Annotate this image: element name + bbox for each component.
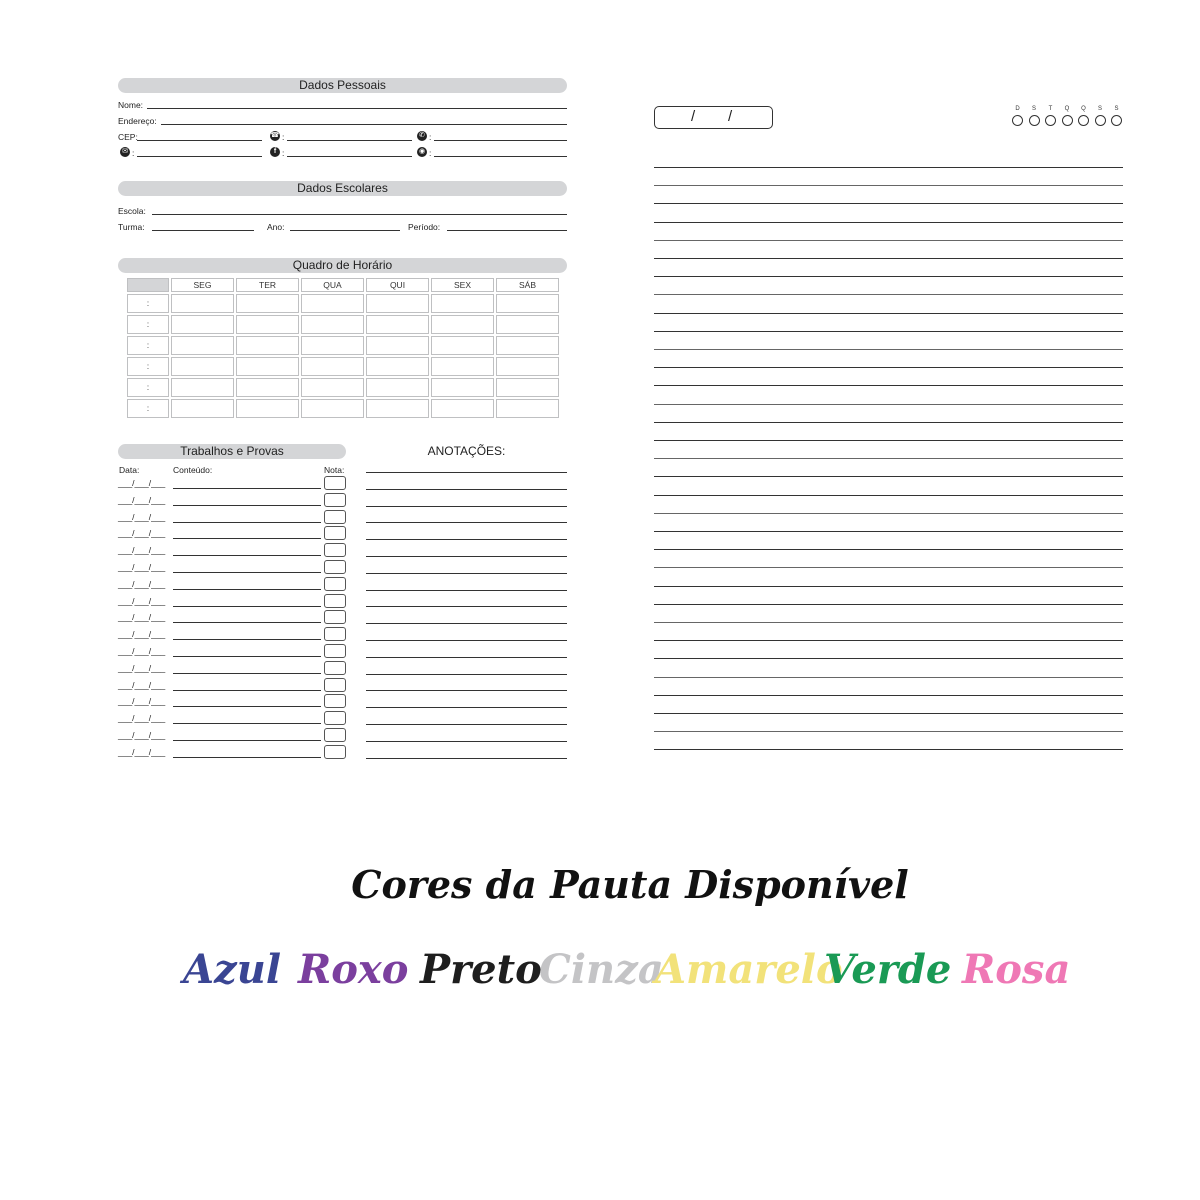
label-turma: Turma: xyxy=(118,222,145,232)
weekday-circle[interactable] xyxy=(1095,115,1106,126)
works-row-grade-box[interactable] xyxy=(324,577,346,591)
section-header-personal: Dados Pessoais xyxy=(118,78,567,93)
schedule-cell[interactable] xyxy=(366,378,429,397)
label-phone-colon: : xyxy=(282,132,285,142)
color-option-amarelo: Amarelo xyxy=(655,946,843,993)
schedule-row xyxy=(127,315,559,334)
schedule-cell[interactable] xyxy=(496,399,559,418)
section-header-schedule: Quadro de Horário xyxy=(118,258,567,273)
works-row-date[interactable]: ___/___/___ xyxy=(118,662,166,673)
works-row-grade-box[interactable] xyxy=(324,745,346,759)
schedule-cell[interactable] xyxy=(301,378,364,397)
schedule-cell[interactable] xyxy=(171,294,234,313)
ruled-line[interactable] xyxy=(654,185,1123,186)
schedule-cell[interactable] xyxy=(301,357,364,376)
weekday-circle[interactable] xyxy=(1045,115,1056,126)
works-row-content[interactable] xyxy=(173,488,321,489)
schedule-day-qui: QUI xyxy=(366,278,429,292)
works-row-grade-box[interactable] xyxy=(324,644,346,658)
works-row-grade-box[interactable] xyxy=(324,493,346,507)
ruled-line[interactable] xyxy=(654,313,1123,314)
ruled-line[interactable] xyxy=(654,604,1123,605)
works-row-date[interactable]: ___/___/___ xyxy=(118,646,166,656)
schedule-cell[interactable] xyxy=(236,357,299,376)
ruled-line[interactable] xyxy=(654,367,1123,368)
ruled-line[interactable] xyxy=(654,476,1123,477)
ruled-line[interactable] xyxy=(654,385,1123,386)
notes-line[interactable] xyxy=(366,640,567,641)
date-slash-1: / xyxy=(691,108,696,125)
works-row-content[interactable] xyxy=(173,505,321,506)
ruled-line[interactable] xyxy=(654,404,1123,405)
works-row-grade-box[interactable] xyxy=(324,610,346,624)
works-row-content[interactable] xyxy=(173,522,321,523)
works-row-content[interactable] xyxy=(173,555,321,556)
schedule-cell[interactable] xyxy=(496,294,559,313)
ruled-line[interactable] xyxy=(654,640,1123,641)
works-row-grade-box[interactable] xyxy=(324,594,346,608)
ruled-line[interactable] xyxy=(654,276,1123,277)
notes-line[interactable] xyxy=(366,657,567,658)
ruled-line[interactable] xyxy=(654,222,1123,223)
color-option-rosa: Rosa xyxy=(962,946,1071,993)
weekday-label: Q xyxy=(1081,106,1086,112)
schedule-cell[interactable] xyxy=(366,357,429,376)
weekday-circle[interactable] xyxy=(1012,115,1023,126)
color-option-verde: Verde xyxy=(824,946,952,993)
schedule-cell[interactable] xyxy=(171,378,234,397)
works-row-date[interactable]: ___/___/___ xyxy=(118,562,166,572)
label-nome: Nome: xyxy=(118,100,144,110)
works-row-grade-box[interactable] xyxy=(324,694,346,708)
works-row-grade-box[interactable] xyxy=(324,661,346,675)
schedule-cell[interactable] xyxy=(236,378,299,397)
field-phone[interactable] xyxy=(287,140,412,141)
schedule-day-sex: SEX xyxy=(431,278,494,292)
ruled-line[interactable] xyxy=(654,258,1123,259)
facebook-icon: f xyxy=(270,147,280,157)
works-row-date[interactable]: ___/___/___ xyxy=(118,629,166,640)
notes-line[interactable] xyxy=(366,590,567,591)
works-row-content[interactable] xyxy=(173,656,321,657)
schedule-cell[interactable] xyxy=(171,357,234,376)
works-row-content[interactable] xyxy=(173,538,321,539)
works-row-content[interactable] xyxy=(173,690,321,691)
label-endereco: Endereço: xyxy=(118,116,157,126)
ruled-line[interactable] xyxy=(654,458,1123,459)
schedule-cell[interactable] xyxy=(301,336,364,355)
field-endereco[interactable] xyxy=(161,124,567,125)
instagram-icon: ◉ xyxy=(418,148,426,155)
section-header-works: Trabalhos e Provas xyxy=(118,444,346,459)
notes-line[interactable] xyxy=(366,506,567,507)
ruled-line[interactable] xyxy=(654,294,1123,295)
weekday-circle[interactable] xyxy=(1029,115,1040,126)
weekday-label: T xyxy=(1048,106,1053,112)
notes-line[interactable] xyxy=(366,707,567,708)
weekday-circle[interactable] xyxy=(1111,115,1122,126)
schedule-row xyxy=(127,294,559,313)
schedule-cell[interactable] xyxy=(236,315,299,334)
notes-line[interactable] xyxy=(366,758,567,759)
works-row-content[interactable] xyxy=(173,757,321,758)
color-option-preto: Preto xyxy=(420,946,542,993)
schedule-day-ter: TER xyxy=(236,278,299,292)
schedule-cell[interactable] xyxy=(431,357,494,376)
works-col-conteudo: Conteúdo: xyxy=(173,465,213,475)
schedule-cell[interactable] xyxy=(431,315,494,334)
schedule-cell[interactable] xyxy=(366,336,429,355)
ruled-line[interactable] xyxy=(654,713,1123,714)
schedule-cell[interactable] xyxy=(171,399,234,418)
whatsapp-icon: ✆ xyxy=(417,131,427,141)
works-row-content[interactable] xyxy=(173,606,321,607)
weekday-label: S xyxy=(1031,106,1036,112)
schedule-cell[interactable] xyxy=(301,294,364,313)
schedule-cell[interactable] xyxy=(236,294,299,313)
field-nome[interactable] xyxy=(147,108,567,109)
schedule-cell[interactable] xyxy=(431,336,494,355)
works-row-content[interactable] xyxy=(173,706,321,707)
works-col-data: Data: xyxy=(119,465,140,475)
ruled-line[interactable] xyxy=(654,349,1123,350)
works-row-grade-box[interactable] xyxy=(324,543,346,557)
schedule-day-seg: SEG xyxy=(171,278,234,292)
schedule-table xyxy=(125,276,561,420)
schedule-cell[interactable] xyxy=(496,378,559,397)
works-row-content[interactable] xyxy=(173,572,321,573)
works-row-content[interactable] xyxy=(173,622,321,623)
schedule-row xyxy=(127,399,559,418)
field-instagram[interactable] xyxy=(434,156,567,157)
ruled-line[interactable] xyxy=(654,731,1123,732)
notes-line[interactable] xyxy=(366,606,567,607)
ruled-line[interactable] xyxy=(654,440,1123,441)
notes-line[interactable] xyxy=(366,472,567,473)
works-row-grade-box[interactable] xyxy=(324,711,346,725)
weekday-label: S xyxy=(1114,106,1119,112)
label-cep: CEP: xyxy=(118,132,138,142)
label-ano: Ano: xyxy=(267,222,285,232)
weekday-label: S xyxy=(1097,106,1102,112)
works-row-grade-box[interactable] xyxy=(324,728,346,742)
ruled-line[interactable] xyxy=(654,749,1123,750)
works-row-content[interactable] xyxy=(173,740,321,741)
works-row-date[interactable]: ___/___/___ xyxy=(118,511,166,522)
schedule-time-cell[interactable]: : xyxy=(127,336,169,355)
ruled-line[interactable] xyxy=(654,677,1123,678)
works-row-grade-box[interactable] xyxy=(324,560,346,574)
ruled-line[interactable] xyxy=(654,240,1123,241)
ruled-line[interactable] xyxy=(654,513,1123,514)
works-row-grade-box[interactable] xyxy=(324,627,346,641)
label-escola: Escola: xyxy=(118,206,146,216)
label-whatsapp-colon: : xyxy=(429,132,432,142)
schedule-time-cell[interactable]: : xyxy=(127,357,169,376)
schedule-time-cell[interactable]: : xyxy=(127,399,169,418)
promo-title: Cores da Pauta Disponível xyxy=(351,862,909,907)
schedule-cell[interactable] xyxy=(431,399,494,418)
works-row-date[interactable]: ___/___/___ xyxy=(118,494,166,505)
color-options xyxy=(0,945,1200,1005)
schedule-row xyxy=(127,336,559,355)
field-turma[interactable] xyxy=(152,230,254,231)
ruled-line[interactable] xyxy=(654,331,1123,332)
works-row-date[interactable]: ___/___/___ xyxy=(118,696,166,707)
label-periodo: Período: xyxy=(408,222,441,232)
works-row-grade-box[interactable] xyxy=(324,510,346,524)
schedule-time-cell[interactable]: : xyxy=(127,378,169,397)
schedule-cell[interactable] xyxy=(496,357,559,376)
schedule-cell[interactable] xyxy=(496,336,559,355)
notes-line[interactable] xyxy=(366,741,567,742)
schedule-cell[interactable] xyxy=(431,294,494,313)
ruled-line[interactable] xyxy=(654,622,1123,623)
field-ano[interactable] xyxy=(290,230,400,231)
schedule-time-cell[interactable]: : xyxy=(127,315,169,334)
notes-line[interactable] xyxy=(366,539,567,540)
schedule-row xyxy=(127,357,559,376)
ruled-line[interactable] xyxy=(654,549,1123,550)
ruled-line[interactable] xyxy=(654,495,1123,496)
section-header-school: Dados Escolares xyxy=(118,181,567,196)
field-whatsapp[interactable] xyxy=(434,140,567,141)
schedule-cell[interactable] xyxy=(236,336,299,355)
schedule-cell[interactable] xyxy=(366,315,429,334)
works-row-content[interactable] xyxy=(173,723,321,724)
label-instagram-colon: : xyxy=(429,148,432,158)
field-escola[interactable] xyxy=(152,214,567,215)
schedule-cell[interactable] xyxy=(366,294,429,313)
notes-line[interactable] xyxy=(366,522,567,523)
schedule-cell[interactable] xyxy=(171,315,234,334)
works-row-date[interactable]: ___/___/___ xyxy=(118,612,166,623)
weekday-label: D xyxy=(1015,106,1020,112)
schedule-header-row xyxy=(127,278,559,292)
works-row-date[interactable]: ___/___/___ xyxy=(118,545,166,556)
works-row-date[interactable]: ___/___/___ xyxy=(118,746,166,757)
weekday-circle[interactable] xyxy=(1078,115,1089,126)
works-row-date[interactable]: ___/___/___ xyxy=(118,713,166,724)
schedule-cell[interactable] xyxy=(301,315,364,334)
works-row-content[interactable] xyxy=(173,639,321,640)
works-row-content[interactable] xyxy=(173,589,321,590)
works-row-grade-box[interactable] xyxy=(324,476,346,490)
color-option-azul: Azul xyxy=(183,946,282,993)
notes-line[interactable] xyxy=(366,489,567,490)
schedule-cell[interactable] xyxy=(496,315,559,334)
ruled-line[interactable] xyxy=(654,203,1123,204)
works-row-date[interactable]: ___/___/___ xyxy=(118,528,166,539)
label-facebook-colon: : xyxy=(282,148,285,158)
schedule-cell[interactable] xyxy=(171,336,234,355)
notes-line[interactable] xyxy=(366,724,567,725)
ruled-line[interactable] xyxy=(654,531,1123,532)
date-box[interactable] xyxy=(654,106,773,129)
works-row-date[interactable]: ___/___/___ xyxy=(118,478,166,488)
date-slash-2: / xyxy=(728,108,733,125)
notes-title: ANOTAÇÕES: xyxy=(427,444,506,458)
works-row-date[interactable]: ___/___/___ xyxy=(118,679,166,690)
notes-line[interactable] xyxy=(366,556,567,557)
works-row-grade-box[interactable] xyxy=(324,678,346,692)
schedule-cell[interactable] xyxy=(301,399,364,418)
ruled-line[interactable] xyxy=(654,422,1123,423)
email-icon: ✉ xyxy=(120,147,130,157)
schedule-day-sab: SÁB xyxy=(496,278,559,292)
weekday-circle[interactable] xyxy=(1062,115,1073,126)
ruled-line[interactable] xyxy=(654,695,1123,696)
color-option-roxo: Roxo xyxy=(298,946,409,993)
notes-line[interactable] xyxy=(366,674,567,675)
notes-line[interactable] xyxy=(366,623,567,624)
works-row-content[interactable] xyxy=(173,673,321,674)
works-row-date[interactable]: ___/___/___ xyxy=(118,730,166,740)
schedule-day-qua: QUA xyxy=(301,278,364,292)
works-col-nota: Nota: xyxy=(324,465,345,475)
works-row-date[interactable]: ___/___/___ xyxy=(118,595,166,606)
weekday-label: Q xyxy=(1064,106,1070,112)
notes-line[interactable] xyxy=(366,690,567,691)
field-email[interactable] xyxy=(137,156,262,157)
schedule-cell[interactable] xyxy=(431,378,494,397)
schedule-time-cell[interactable]: : xyxy=(127,294,169,313)
works-row-date[interactable]: ___/___/___ xyxy=(118,578,166,589)
notes-line[interactable] xyxy=(366,573,567,574)
color-option-cinza: Cinza xyxy=(539,946,664,993)
ruled-line[interactable] xyxy=(654,167,1123,168)
ruled-line[interactable] xyxy=(654,586,1123,587)
schedule-cell[interactable] xyxy=(236,399,299,418)
schedule-cell[interactable] xyxy=(366,399,429,418)
schedule-corner-cell xyxy=(127,278,169,292)
field-cep[interactable] xyxy=(137,140,262,141)
schedule-row xyxy=(127,378,559,397)
phone-icon: ☎ xyxy=(270,132,280,139)
ruled-line[interactable] xyxy=(654,658,1123,659)
works-row-grade-box[interactable] xyxy=(324,526,346,540)
ruled-line[interactable] xyxy=(654,567,1123,568)
field-facebook[interactable] xyxy=(287,156,412,157)
field-periodo[interactable] xyxy=(447,230,567,231)
label-email-colon: : xyxy=(132,148,135,158)
